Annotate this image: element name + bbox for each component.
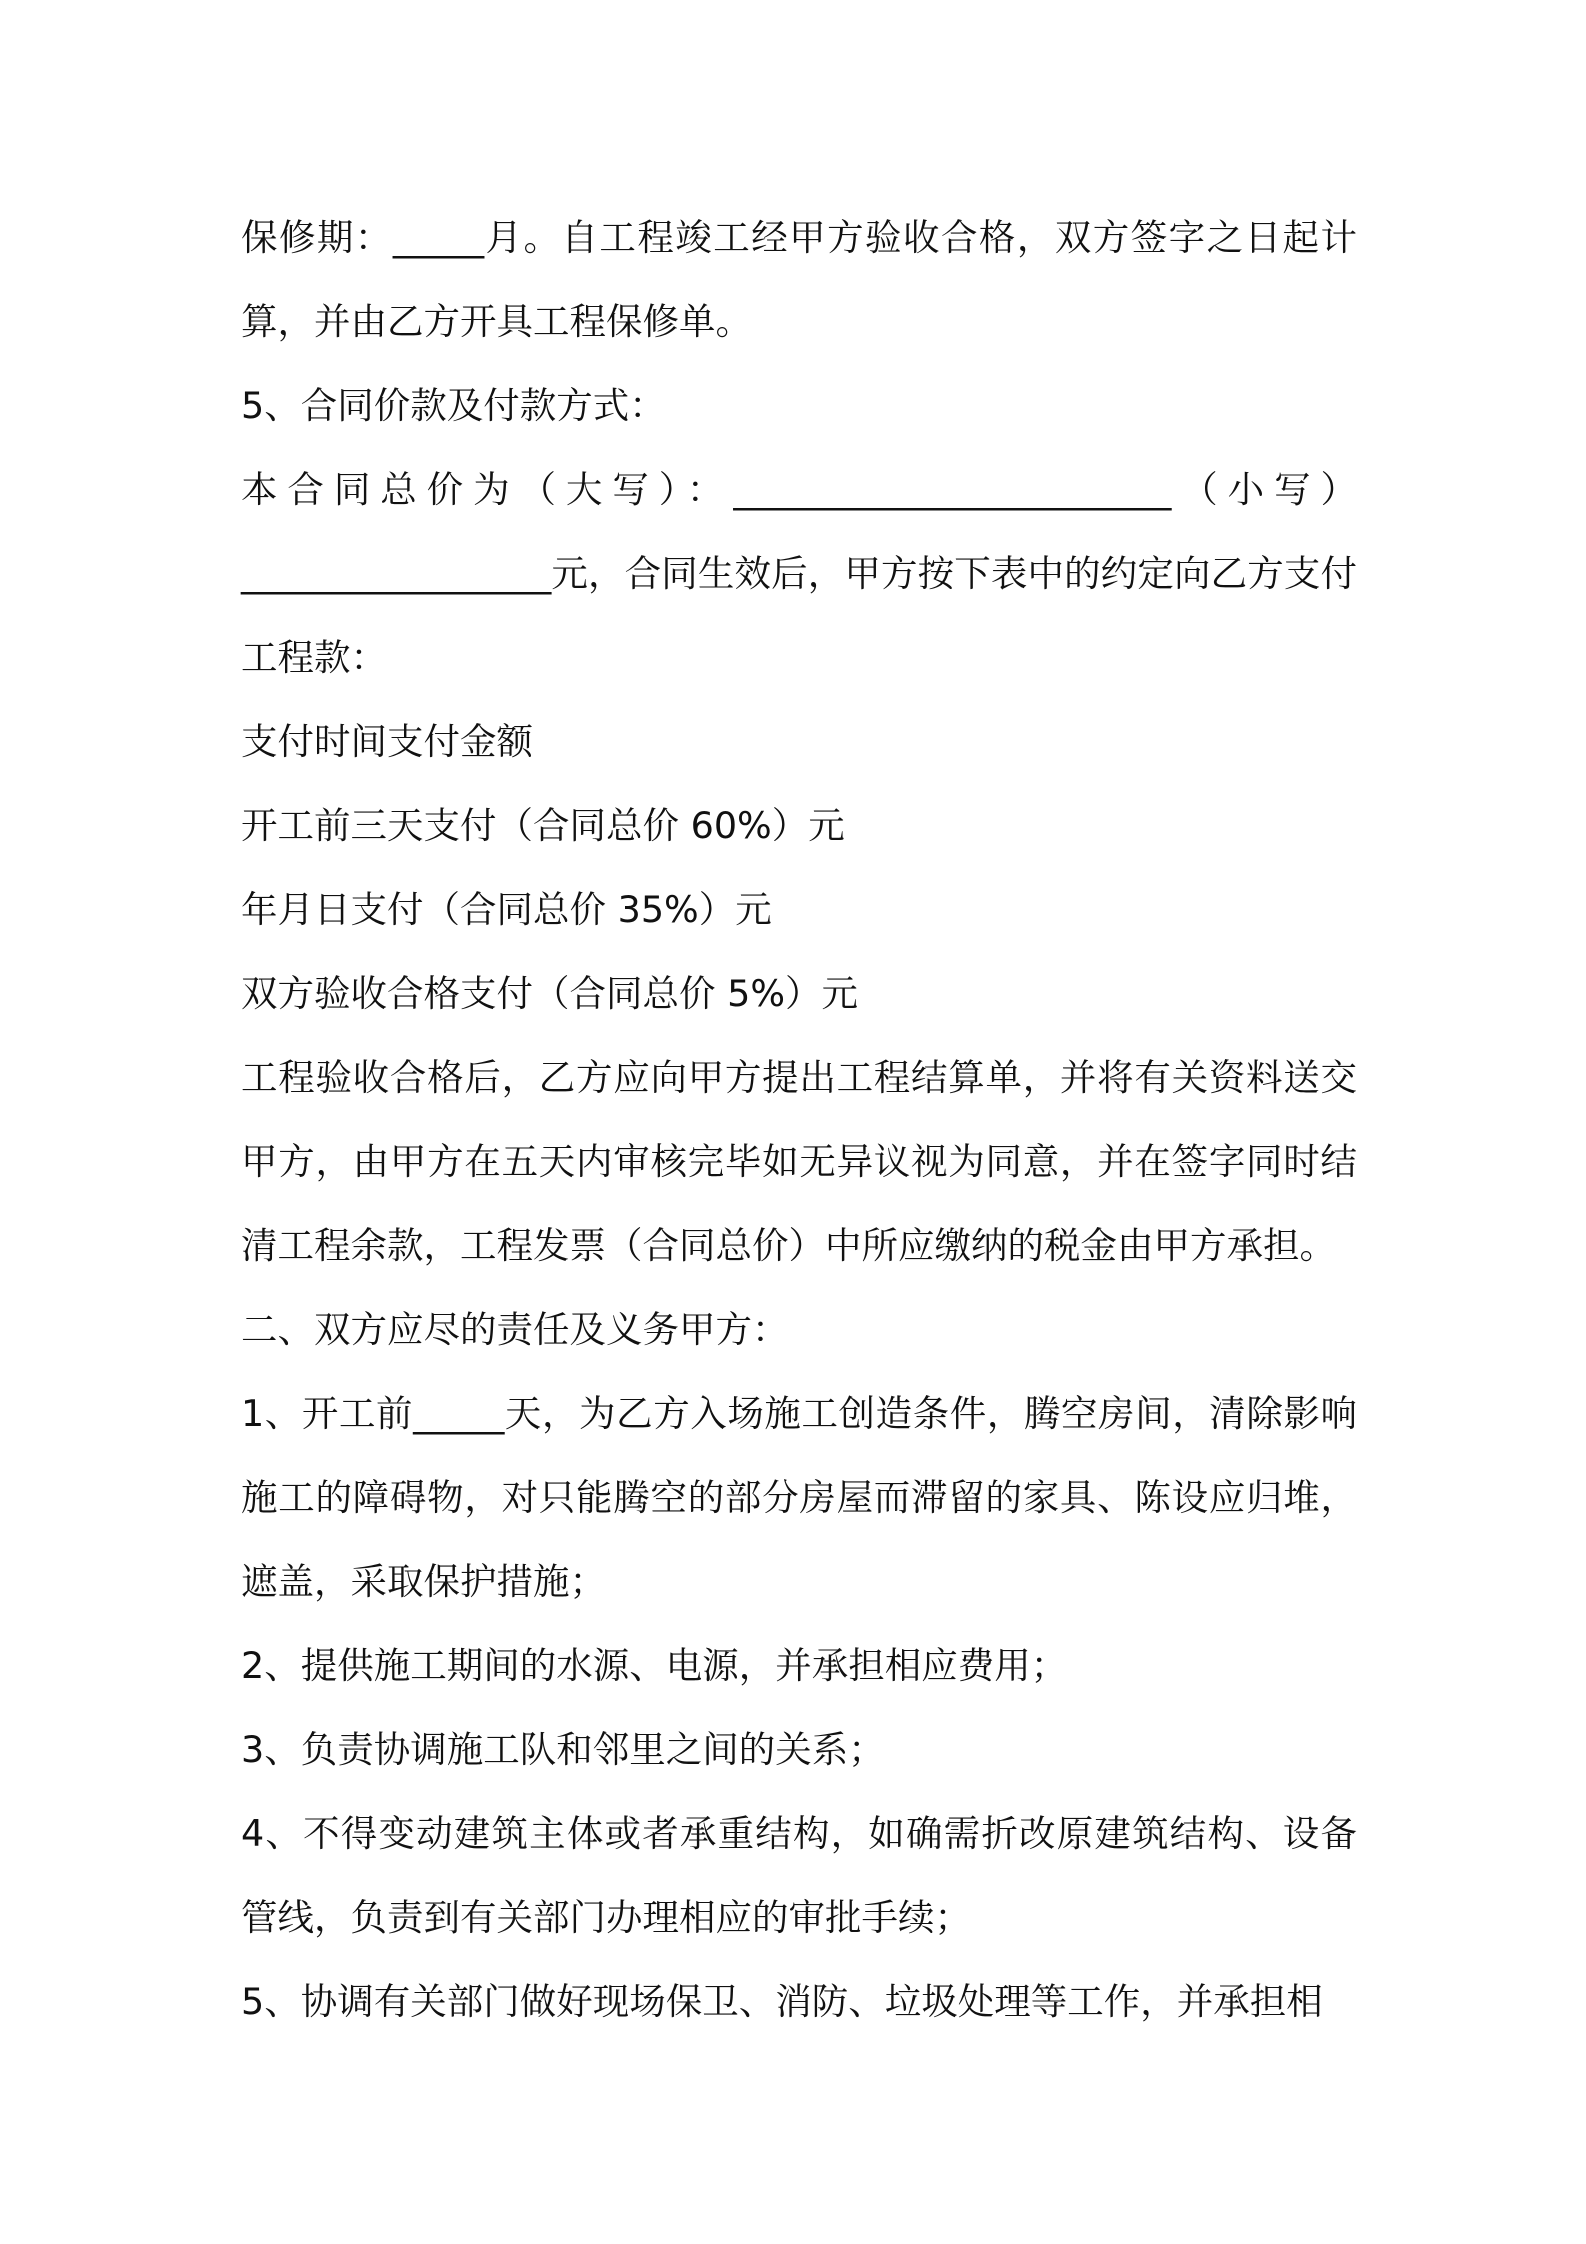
- payment-row-3: 双方验收合格支付（合同总价 5%）元: [241, 972, 859, 1015]
- party-a-duty-1: 1、开工前_____天，为乙方入场施工创造条件，腾空房间，清除影响施工的障碍物，对只能腾空的部分房屋而滞留的家具、陈设应归堆，遮盖，采取保护措施；: [241, 1392, 1357, 1603]
- payment-table-header: 支付时间支付金额: [241, 720, 533, 763]
- warranty-period-paragraph: 保修期：_____月。自工程竣工经甲方验收合格，双方签字之日起计算，并由乙方开具工程保修单。: [241, 216, 1357, 343]
- party-a-duty-5: 5、协调有关部门做好现场保卫、消防、垃圾处理等工作，并承担相: [241, 1980, 1323, 2023]
- party-a-duty-2: 2、提供施工期间的水源、电源，并承担相应费用；: [241, 1644, 1068, 1687]
- settlement-paragraph: 工程验收合格后，乙方应向甲方提出工程结算单，并将有关资料送交甲方，由甲方在五天内审核完毕如无异议视为同意，并在签字同时结清工程余款，工程发票（合同总价）中所应缴纳的税金由甲方承担。: [241, 1056, 1357, 1267]
- payment-row-2: 年月日支付（合同总价 35%）元: [241, 888, 772, 931]
- section-heading-price-payment: 5、合同价款及付款方式：: [241, 384, 666, 427]
- payment-row-1: 开工前三天支付（合同总价 60%）元: [241, 804, 845, 847]
- party-a-duty-4: 4、不得变动建筑主体或者承重结构，如确需折改原建筑结构、设备管线，负责到有关部门办理相应的审批手续；: [241, 1812, 1357, 1939]
- document-page: [241, 196, 1357, 2044]
- party-a-duty-3: 3、负责协调施工队和邻里之间的关系；: [241, 1728, 885, 1771]
- contract-total-price-paragraph: 本合同总价为（大写）：________________________（小写）_________________元，合同生效后，甲方按下表中的约定向乙方支付工程款：: [241, 468, 1357, 679]
- section-heading-responsibilities: 二、双方应尽的责任及义务甲方：: [241, 1308, 789, 1351]
